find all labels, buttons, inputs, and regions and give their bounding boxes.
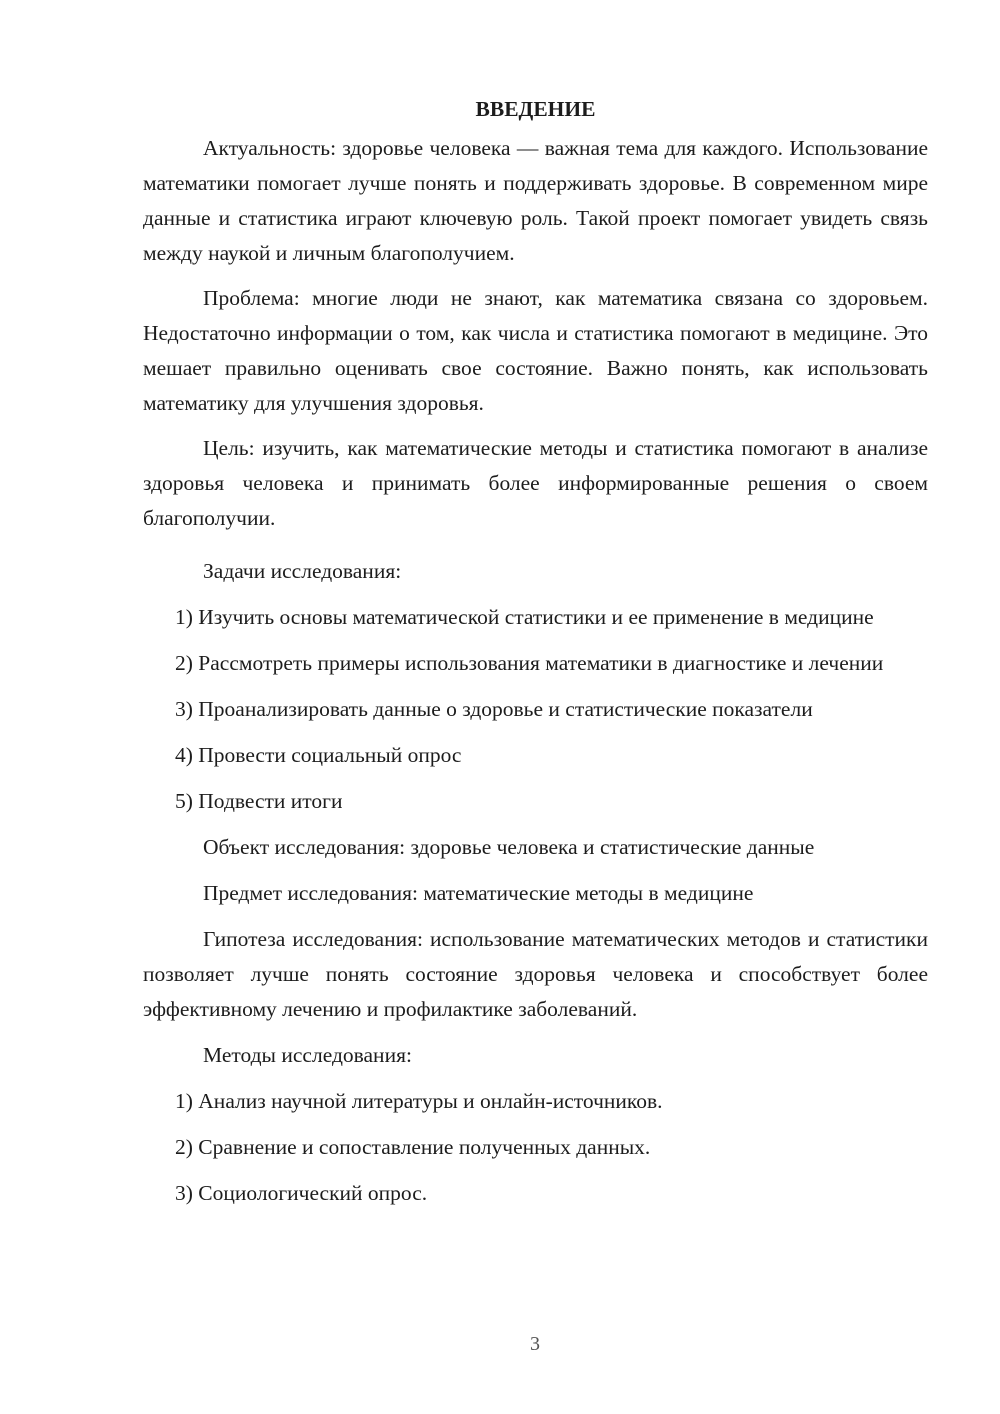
method-item: 3) Социологический опрос. [175,1181,428,1205]
method-item: 1) Анализ научной литературы и онлайн-источников. [175,1089,663,1113]
section-title: ВВЕДЕНИЕ [475,97,596,121]
document-page [143,92,928,1222]
subject-line: Предмет исследования: математические методы в медицине [203,881,754,905]
problem-paragraph: Проблема: многие люди не знают, как математика связана со здоровьем. Недостаточно информации о том, как числа и статистика помогают в медицине. Это мешает правильно оценивать свое состояние. Важно понять, как использовать математику для улучшения здоровья. [143,286,928,415]
object-line: Объект исследования: здоровье человека и статистические данные [203,835,815,859]
task-item: 5) Подвести итоги [175,789,343,813]
method-item: 2) Сравнение и сопоставление полученных данных. [175,1135,651,1159]
hypothesis-paragraph: Гипотеза исследования: использование математических методов и статистики позволяет лучше понять состояние здоровья человека и способствует более эффективному лечению и профилактике заболеваний. [143,927,928,1021]
task-item: 2) Рассмотреть примеры использования математики в диагностике и лечении [175,651,884,675]
page-number: 3 [530,1333,540,1355]
methods-heading: Методы исследования: [203,1043,412,1067]
tasks-heading: Задачи исследования: [203,559,402,583]
task-item: 4) Провести социальный опрос [175,743,462,767]
task-item: 1) Изучить основы математической статистики и ее применение в медицине [175,605,874,629]
task-item: 3) Проанализировать данные о здоровье и статистические показатели [175,697,813,721]
goal-paragraph: Цель: изучить, как математические методы и статистика помогают в анализе здоровья человека и принимать более информированные решения о своем благополучии. [143,436,928,530]
relevance-paragraph: Актуальность: здоровье человека — важная тема для каждого. Использование математики помогает лучше понять и поддерживать здоровье. В современном мире данные и статистика играют ключевую роль. Такой проект помогает увидеть связь между наукой и личным благополучием. [143,136,928,265]
